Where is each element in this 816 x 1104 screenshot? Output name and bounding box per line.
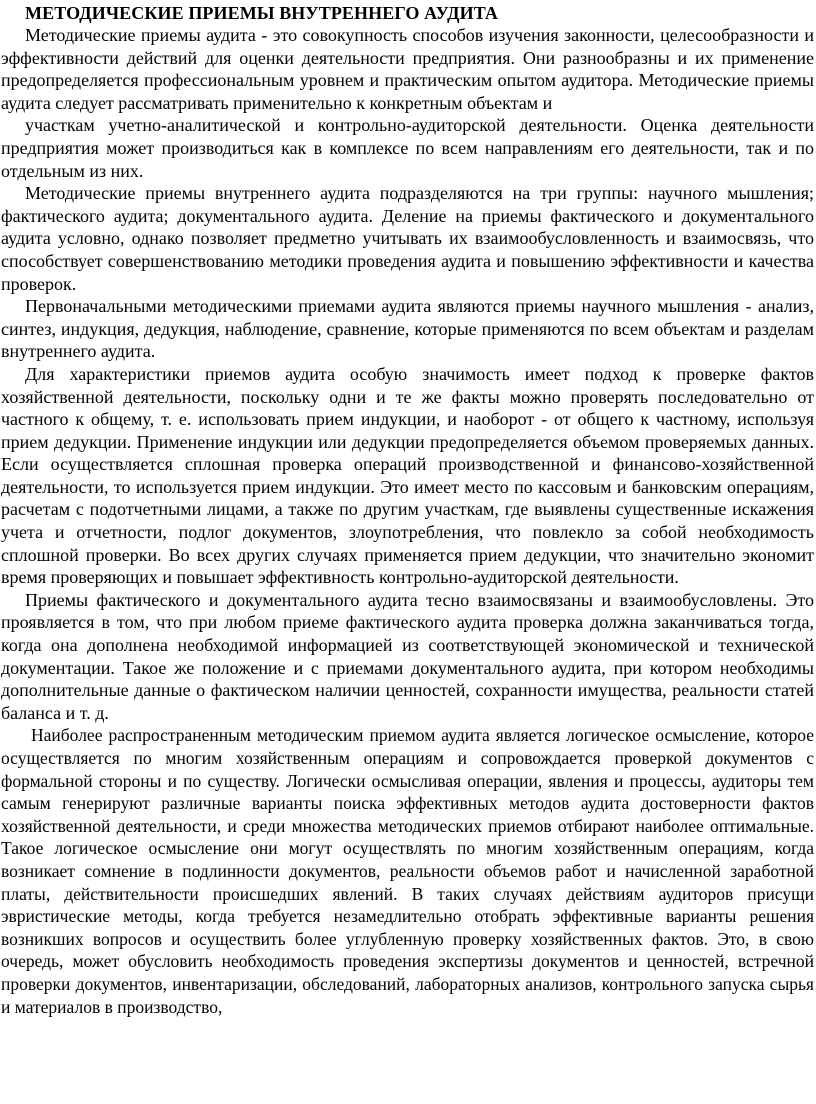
paragraph-4: Первоначальными методическими приемами аудита являются приемы научного мышления - анализ, синтез, индукция, дедукция, наблюдение, сравнение, которые применяются по всем объектам и разделам внутреннего аудита. [1,296,814,362]
paragraph-7: Наиболее распространенным методическим приемом аудита является логическое осмысление, которое осуществляется по многим хозяйственным операциям и сопровождается проверкой документов с формальной стороны и по существу. Логически осмысливая операции, явления и процессы, аудиторы тем самым генерируют различные варианты поиска эффективных методов аудита достоверности фактов хозяйственной деятельности, и среди множества методических приемов отбирают наиболее оптимальные. Такое логическое осмысление они могут осуществлять по многим хозяйственным операциям, когда возникает сомнение в подлинности документов, реальности объемов работ и начисленной заработной платы, действительности происшедших явлений. В таких случаях действиям аудиторов присущи эвристические методы, когда требуется незамедлительно отобрать эффективные варианты решения возникших вопросов и осуществить более углубленную проверку хозяйственных фактов. Это, в свою очередь, может обусловить необходимость проведения экспертизы документов и ценностей, встречной проверки документов, инвентаризации, обследований, лабораторных анализов, контрольного запуска сырья и материалов в производство, [1,725,814,1017]
paragraph-5: Для характеристики приемов аудита особую значимость имеет подход к проверке фактов хозяйственной деятельности, поскольку одни и те же факты можно проверять последовательно от частного к общему, т. е. использовать прием индукции, и наоборот - от общего к частному, используя прием дедукции. Применение индукции или дедукции предопределяется объемом проверяемых данных. Если осуществляется сплошная проверка операций производственной и финансово-хозяйственной деятельности, то используется прием индукции. Это имеет место по кассовым и банковским операциям, расчетам с подотчетными лицами, а также по другим участкам, где выявлены существенные искажения учета и отчетности, подлог документов, злоупотребления, что повлекло за собой необходимость сплошной проверки. Во всех других случаях применяется прием дедукции, что значительно экономит время проверяющих и повышает эффективность контрольно-аудиторской деятельности. [1,363,814,588]
paragraph-2: участкам учетно-аналитической и контрольно-аудиторской деятельности. Оценка деятельности предприятия может производиться как в комплексе по всем направлениям его деятельности, так и по отдельным из них. [1,115,814,181]
paragraph-3: Методические приемы внутреннего аудита подразделяются на три группы: научного мышления; фактического аудита; документального аудита. Деление на приемы фактического и документального аудита условно, однако позволяет предметно учитывать их взаимообусловленность и взаимосвязь, что способствует совершенствованию методики проведения аудита и повышению эффективности и качества проверок. [1,183,814,294]
document-title: МЕТОДИЧЕСКИЕ ПРИЕМЫ ВНУТРЕННЕГО АУДИТА [25,3,499,23]
paragraph-1: Методические приемы аудита - это совокупность способов изучения законности, целесообразности и эффективности действий для оценки деятельности предприятия. Они разнообразны и их применение предопределяется профессиональным уровнем и практическим опытом аудитора. Методические приемы аудита следует рассматривать применительно к конкретным объектам и [1,25,814,113]
paragraph-6: Приемы фактического и документального аудита тесно взаимосвязаны и взаимообусловлены. Это проявляется в том, что при любом приеме фактического аудита проверка должна заканчиваться тогда, когда она дополнена необходимой информацией из соответствующей экономической и технической документации. Такое же положение и с приемами документального аудита, при котором необходимы дополнительные данные о фактическом наличии ценностей, сохранности имущества, реальности статей баланса и т. д. [1,589,814,723]
